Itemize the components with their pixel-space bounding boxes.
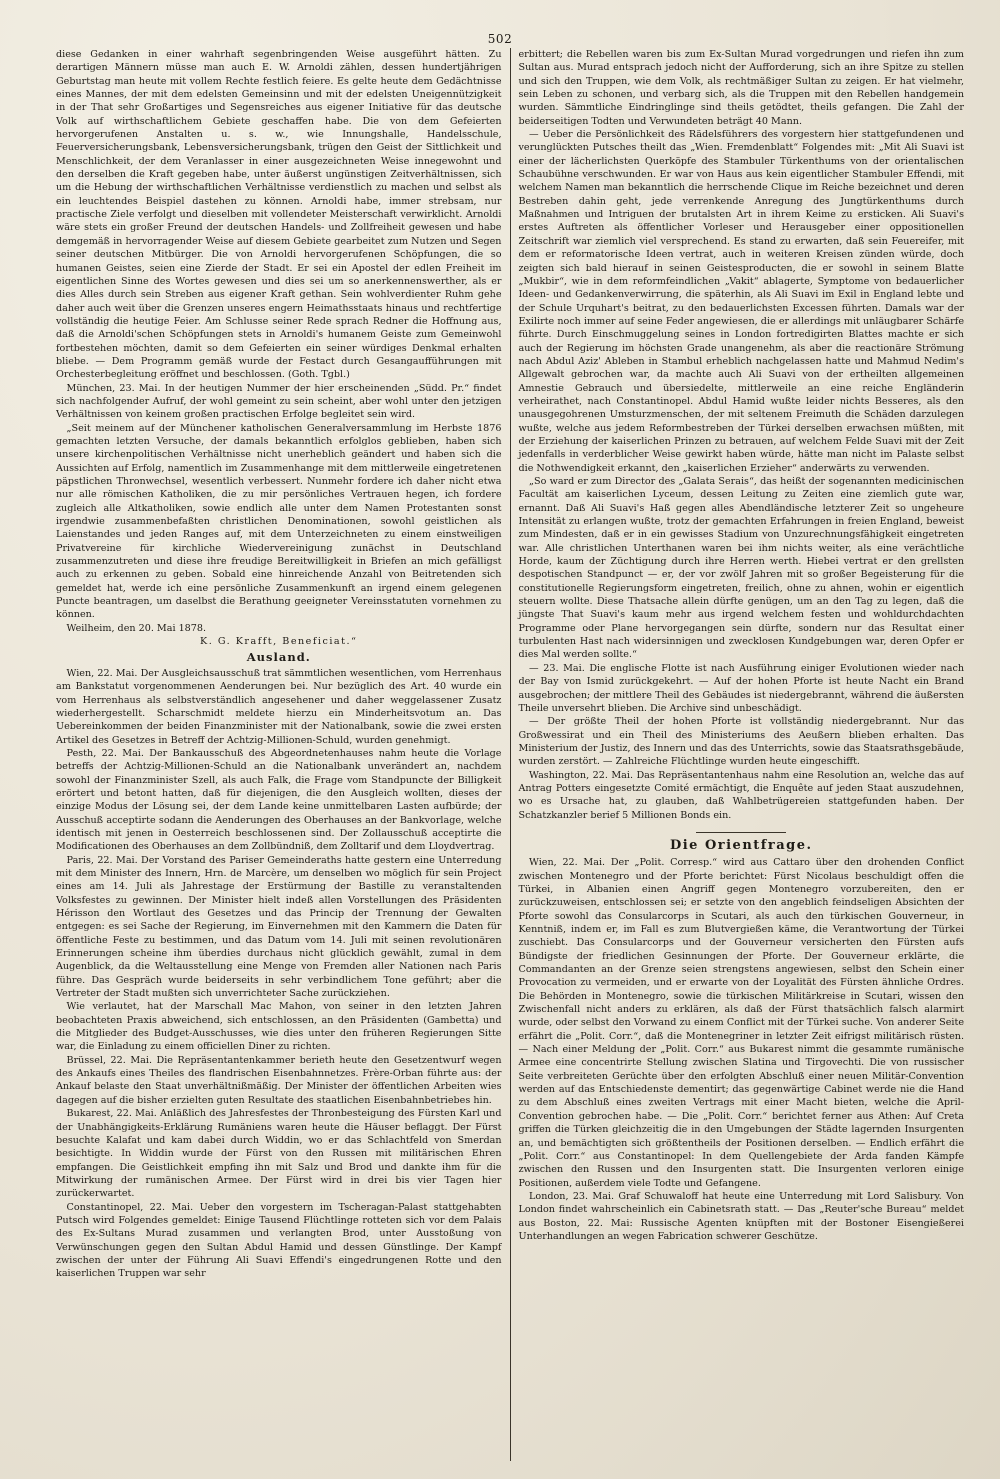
section-heading-ausland: Ausland. bbox=[246, 650, 311, 665]
article-flotte: — 23. Mai. Die englische Flotte ist nach Ausführung einiger Evolutionen wieder nach der Bay von Ismid zurückgekehrt. — Auf der hohen Pforte ist heute Nacht ein Brand ausgebrochen; der mittlere Theil des Gebäudes ist niedergebrannt, während die äußersten Theile unversehrt blieben. Die Archive sind unbeschädigt. bbox=[518, 662, 964, 714]
article-wien: Wien, 22. Mai. Der Ausgleichsausschuß trat sämmtlichen wesentlichen, vom Herrenhaus am Bankstatut vorgenommenen Aenderungen bei. Nur bezüglich des Art. 40 wurde ein vom Herrenhaus als selbstverständlich angesehener und daher weggelassener Zusatz wiederhergestellt. Scharschmidt meldete hierzu ein Minderheitsvotum an. Das Uebereinkommen der beiden Finanzminister mit der Nationalbank, sowie die zwei ersten Artikel des Gesetzes in Betreff der Achtzig-Millionen-Schuld, wurden genehmigt. bbox=[56, 667, 502, 746]
page-number: 502 bbox=[487, 32, 513, 46]
article-aufruf: „Seit meinem auf der Münchener katholischen Generalversammlung im Herbste 1876 gemachten letzten Versuche, der damals bekanntlich erfolglos geblieben, haben sich unsere kirchenpolitischen Verhältnisse nicht unerheblich geändert und haben sich die Aussichten auf Erfolg, namentlich im Zusammenhange mit dem mittlerweile eingetretenen päpstlichen Thronwechsel, wesentlich verbessert. Nunmehr fordere ich daher nicht etwa nur alle römischen Katholiken, die zu mir persönliches Vertrauen hegen, ich fordere zugleich alle Altkatholiken, sowie endlich alle unter dem Namen Protestanten sonst irgendwie zusammenbefaßten christlichen Denominationen, sowohl geistlichen als Laienstandes und jeden Ranges auf, mit dem Unterzeichneten zu einem einstweiligen Privatvereine für kirchliche Wiedervereinigung zunächst in Deutschland zusammenzutreten und diese ihre freudige Bereitwilligkeit in Briefen an mich gefälligst auch zu erkennen zu geben. Sobald eine hinreichende Anzahl von Beitretenden sich gemeldet hat, werde ich eine persönliche Zusammenkunft an irgend einem gelegenen Puncte beantragen, um daselbst die Berathung geeigneter Vereinsstatuten vornehmen zu können. bbox=[56, 422, 502, 621]
article-pesth: Pesth, 22. Mai. Der Bankausschuß des Abgeordnetenhauses nahm heute die Vorlage betreffs der Achtzig-Millionen-Schuld an die Nationalbank unverändert an, nachdem sowohl der Finanzminister Szell, als auch Falk, die Frage vom Standpuncte der Billigkeit erörtert und betont hatten, daß für diejenigen, die den Ausgleich wollten, dieses der einzige Modus der Lösung sei, der dem Lande keine unmittelbaren Lasten aufbürde; der Ausschuß acceptirte sodann die Aenderungen des Oberhauses an der Bankvorlage, welche identisch mit jenen in Oesterreich beschlossenen sind. Der Zollausschuß acceptirte die Modificationen des Oberhauses an dem Zollbündniß, dem Zolltarif und dem Lloydvertrag. bbox=[56, 747, 502, 853]
article-arnoldi: diese Gedanken in einer wahrhaft segenbringenden Weise ausgeführt hätten. Zu derartigen Männern müsse man auch E. W. Arnoldi zählen, dessen hundertjährigen Geburtstag man heute mit vollem Rechte festlich feiere. Es gelte heute dem Gedächtnisse eines Mannes, der mit dem edelsten Gemeinsinn und mit der edelsten Uneigennützigkeit in der That sehr Großartiges und Segensreiches aus eigener Initiative für das deutsche Volk auf wirthschaftlichem Gebiete geschaffen habe. Die von dem Gefeierten hervorgerufenen Anstalten u. s. w., wie Innungshalle, Handelsschule, Feuerversicherungsbank, Lebensversicherungsbank, trügen den Geist der Sittlichkeit und Menschlichkeit, der dem Veranlasser in einer ausgezeichneten Weise innegewohnt und den derselben die Kraft gegeben habe, unter äußerst ungünstigen Zeitverhältnissen, sich um die Hebung der wirthschaftlichen Verhältnisse verdienstlich zu machen und selbst als ein leuchtendes Beispiel dastehen zu können. Arnoldi habe, immer strebsam, nur practische Ziele verfolgt und dieselben mit vollendeter Meisterschaft verwirklicht. Arnoldi wäre stets ein großer Freund der deutschen Handels- und Zollfreiheit gewesen und habe demgemäß in hervorragender Weise auf diesem Gebiete gearbeitet zum Nutzen und Segen seiner deutschen Mitbürger. Die von Arnoldi hervorgerufenen Schöpfungen, die so humanen Geistes, seien eine Zierde der Stadt. Er sei ein Apostel der edlen Freiheit im eigentlichen Sinne des Wortes gewesen und dies sei um so anerkennenswerther, als er dies Alles durch sein Streben aus eigener Kraft gethan. Sein wohlverdienter Ruhm gehe daher auch weit über die Grenzen unseres engern Heimathsstaats hinaus und rechtfertige vollständig die heutige Feier. Am Schlusse seiner Rede sprach Redner die Hoffnung aus, daß die Arnoldi'schen Schöpfungen stets in Arnoldi's humanem Geiste zum Gemeinwohl fortbestehen möchten, damit so dem Gefeierten ein seiner würdiges Denkmal erhalten bliebe. — Dem Programm gemäß wurde der Festact durch Gesangaufführungen mit Orchesterbegleitung eröffnet und beschlossen. (Goth. Tgbl.) bbox=[56, 49, 502, 381]
article-orient-wien: Wien, 22. Mai. Der „Polit. Corresp.“ wird aus Cattaro über den drohenden Conflict zwischen Montenegro und der Pforte berichtet: Fürst Nicolaus beschuldigt offen die Türkei, in Albanien einen Angriff gegen Montenegro vorzubereiten, den er zurückzuweisen, entschlossen sei; er setzte von den angeblich feindseligen Absichten der Pforte sowohl das Consularcorps in Scutari, als auch den türkischen Gouverneur, in Kenntniß, indem er, im Fall es zum Blutvergießen käme, die Verantwortung der Türkei zuschiebt. Das Consularcorps und der Gouverneur versicherten den Fürsten aufs Bündigste der friedlichen Gesinnungen der Pforte. Der Gouverneur erklärte, die Commandanten an der Grenze seien strengstens angewiesen, selbst den Schein einer Provocation zu vermeiden, und er erwarte von der Loyalität des Fürsten ähnliche Ordres. Die Behörden in Montenegro, sowie die türkischen Militärkreise in Scutari, wissen den Zwischenfall nicht anders zu erklären, als daß der Fürst thatsächlich falsch alarmirt wurde, oder selbst den Vorwand zu einem Conflict mit der Türkei suche. Von anderer Seite erfährt die „Polit. Corr.“, daß die Montenegriner in letzter Zeit eifrigst militärisch rüsten. — Nach einer Meldung der „Polit. Corr.“ aus Bukarest nimmt die gesammte rumänische Armee eine concentrirte Stellung zwischen Slatina und Tirgovechti. Die von russischer Seite verbreiteten Gerüchte über den erfolgten Abschluß einer neuen Militär-Convention werden auf das Entschiedenste dementirt; das gegenwärtige Cabinet werde nie die Hand zu dem Abschluß eines zweiten Vertrags mit einer Macht bieten, welche die April-Convention gebrochen habe. — Die „Polit. Corr.“ berichtet ferner aus Athen: Auf Creta griffen die Türken gleichzeitig die in den Umgebungen der Städte lagernden Insurgenten an, und bemächtigten sich größtentheils der Positionen derselben. — Endlich erfährt die „Polit. Corr.“ aus Constantinopel: In dem Quellengebiete der Arda fanden Kämpfe zwischen den Russen und den Insurgenten statt. Die Insurgenten verloren einige Positionen, außerdem viele Todte und Gefangene. bbox=[518, 857, 964, 1189]
columns bbox=[56, 48, 964, 1461]
article-bukarest: Bukarest, 22. Mai. Anläßlich des Jahresfestes der Thronbesteigung des Fürsten Karl und der Unabhängigkeits-Erklärung Rumäniens waren heute die Häuser beflaggt. Der Fürst besuchte Kalafat und kam dabei durch Widdin, wo er das Schlachtfeld von Smerdan besichtigte. In Widdin wurde der Fürst von den Russen mit militärischen Ehren empfangen. Die Geistlichkeit empfing ihn mit Salz und Brod und dankte ihm für die Mitwirkung der rumänischen Armee. Der Fürst wird in drei bis vier Tagen hier zurückerwartet. bbox=[56, 1108, 502, 1200]
article-continuation: erbittert; die Rebellen waren bis zum Ex-Sultan Murad vorgedrungen und riefen ihn zum Sultan aus. Murad entsprach jedoch nicht der Aufforderung, sich an ihre Spitze zu stellen und sich den Truppen, wie dem Volk, als rechtmäßiger Sultan zu zeigen. Er hat vielmehr, sein Leben zu schonen, und verbarg sich, als die Truppen mit den Rebellen handgemein wurden. Sämmtliche Eindringlinge sind theils getödtet, theils gefangen. Die Zahl der beiderseitigen Todten und Verwundeten beträgt 40 Mann. bbox=[518, 49, 964, 127]
signature: K. G. Krafft, Beneficiat.“ bbox=[200, 636, 358, 648]
right-column bbox=[511, 48, 965, 1461]
article-mac-mahon: Wie verlautet, hat der Marschall Mac Mahon, von seiner in den letzten Jahren beobachteten Praxis abweichend, sich entschlossen, an den Präsidenten (Gambetta) und die Mitglieder des Budget-Ausschusses, wie dies unter den früheren Regierungen Sitte war, die Einladung zu einem officiellen Diner zu richten. bbox=[56, 1001, 502, 1053]
article-ali-suavi: — Ueber die Persönlichkeit des Rädelsführers des vorgestern hier stattgefundenen und verunglückten Putsches theilt das „Wien. Fremdenblatt“ Folgendes mit: „Mit Ali Suavi ist einer der lächerlichsten Querköpfe des Stambuler Türkenthums von der orientalischen Schaubühne verschwunden. Er war von Haus aus kein eigentlicher Stambuler Effendi, mit welchem Namen man bekanntlich die herrschende Clique im Reiche bezeichnet und deren Bestreben dahin geht, jede verrenkende Anregung des Jungtürkenthums durch Maßnahmen und Intriguen der brutalsten Art in ihrem Keime zu ersticken. Ali Suavi's erstes Auftreten als öffentlicher Vorleser und Herausgeber einer oppositionellen Zeitschrift war ziemlich viel versprechend. Es stand zu erwarten, daß sein Feuereifer, mit dem er reformatorische Ideen vertrat, auch in weiteren Kreisen zünden würde, doch zeigten sich bald hierauf in seinen Geistesproducten, die er sowohl in seinem Blatte „Mukbir“, wie in dem reformfeindlichen „Vakit“ ablagerte, Symptome von bedauerlicher Ideen- und Gedankenverwirrung, die späterhin, als Ali Suavi im Exil in England lebte und der Schule Urquhart's beitrat, zu den bedauerlichsten Excessen führten. Damals war der Exilirte noch immer auf seine Feder angewiesen, die er allerdings mit unläugbarer Schärfe führte. Durch Einschmuggelung seines in London fortredigirten Blattes machte er sich auch der Regierung im höchsten Grade unangenehm, als aber die reactionäre Strömung nach Abdul Aziz' Ableben in Stambul erheblich nachgelassen hatte und Mahmud Nedim's Allgewalt gebrochen war, da machte auch Ali Suavi von der ertheilten allgemeinen Amnestie Gebrauch und übersiedelte, mittlerweile an eine reiche Engländerin verheirathet, nach Constantinopel. Abdul Hamid wußte leider nichts Besseres, als den unausgegohrenen Umsturzmenschen, der mit seltenem Freimuth die Schäden darzulegen wußte, welche aus jedem Reformbestreben der Türkei derselben erwachsen müßten, mit der Erziehung der kaiserlichen Prinzen zu betrauen, auf welchem Felde Suavi mit der Zeit jedenfalls in verderblicher Weise gewirkt haben würde, hätte man nicht im Palaste selbst die Nothwendigkeit erkannt, den „kaiserlichen Erzieher“ anderwärts zu verwenden. bbox=[518, 129, 964, 474]
article-galata-serai: „So ward er zum Director des „Galata Serais“, das heißt der sogenannten medicinischen Facultät am kaiserlichen Lyceum, dessen Leitung zu Zeiten eine ziemlich gute war, ernannt. Daß Ali Suavi's Haß gegen alles Abendländische letzterer Zeit so ungeheure Intensität zu erlangen wußte, trotz der gemachten Erfahrungen in freien England, beweist zum Mindesten, daß er in ein gewisses Stadium von Unzurechnungsfähigkeit eingetreten war. Alle christlichen Unterthanen waren bei ihm nichts weiter, als eine verächtliche Horde, kaum der Züchtigung durch ihre Herren werth. Hiebei vertrat er den grellsten despotischen Standpunct — er, der vor zwölf Jahren mit so großer Begeisterung für die constitutionelle Regierungsform eingetreten, freilich, ohne zu ahnen, wohin er eigentlich steuern wollte. Diese Thatsache allein dürfte genügen, um an den Tag zu legen, daß die jüngste That Suavi's kaum mehr aus irgend welchem festen und wohldurchdachten Programme oder Plane hervorgegangen sein dürfte, sondern nur das Resultat einer turbulenten Hast nach widersinnigen und zwecklosen Kundgebungen war, deren Opfer er dies Mal werden sollte.“ bbox=[518, 476, 964, 661]
section-divider bbox=[696, 832, 786, 833]
section-heading-orientfrage: Die Orientfrage. bbox=[669, 837, 813, 853]
article-paris: Paris, 22. Mai. Der Vorstand des Pariser Gemeinderaths hatte gestern eine Unterredung mit dem Minister des Innern, Hrn. de Marcère, um denselben wo möglich für sein Project eines am 14. Juli als Jahrestage der Erstürmung der Bastille zu veranstaltenden Volksfestes zu gewinnen. Der Minister hielt indeß allen Vorstellungen des Präsidenten Hérisson den Wortlaut des Gesetzes und das Princip der Trennung der Gewalten entgegen: es sei Sache der Regierung, im Einvernehmen mit den Kammern die Daten für öffentliche Feste zu bestimmen, und das Datum vom 14. Juli mit seinen revolutionären Erinnerungen scheine ihm überdies durchaus nicht glücklich gewählt, zumal in dem Augenblick, da die Weltausstellung eine Menge von Fremden aller Nationen nach Paris führe. Das Gespräch wurde beiderseits in sehr verbindlichem Tone geführt; aber die Vertreter der Stadt mußten sich unverrichteter Sache zurückziehen. bbox=[56, 854, 502, 1000]
article-pforte-brand: — Der größte Theil der hohen Pforte ist vollständig niedergebrannt. Nur das Großwessirat und ein Theil des Ministeriums des Aeußern blieben erhalten. Das Ministerium der Justiz, des Innern und das des Unterrichts, sowie das Staatsrathsgebäude, wurden zerstört. — Zahlreiche Flüchtlinge wurden heute eingeschifft. bbox=[518, 716, 964, 768]
article-weilheim: Weilheim, den 20. Mai 1878. bbox=[66, 622, 207, 634]
article-bruessel: Brüssel, 22. Mai. Die Repräsentantenkammer berieth heute den Gesetzentwurf wegen des Ankaufs eines Theiles des flandrischen Eisenbahnnetzes. Frère-Orban führte aus: der Ankauf belaste den Staat unverhältnißmäßig. Der Minister der öffentlichen Arbeiten wies dagegen auf die bisher erzielten guten Resultate des staatlichen Eisenbahnbetriebes hin. bbox=[56, 1054, 502, 1106]
article-london: London, 23. Mai. Graf Schuwaloff hat heute eine Unterredung mit Lord Salisbury. Von London findet wahrscheinlich ein Cabinetsrath statt. — Das „Reuter'sche Bureau“ meldet aus Boston, 22. Mai: Russische Agenten knüpften mit der Bostoner Eisengießerei Unterhandlungen an wegen Fabrication schwerer Geschütze. bbox=[518, 1190, 964, 1242]
article-constantinopel: Constantinopel, 22. Mai. Ueber den vorgestern im Tscheragan-Palast stattgehabten Putsch wird Folgendes gemeldet: Einige Tausend Flüchtlinge rotteten sich vor dem Palais des Ex-Sultans Murad zusammen und verlangten Brod, unter Ausstoßung von Verwünschungen gegen den Sultan Abdul Hamid und dessen Günstlinge. Der Kampf zwischen der unter der Führung Ali Suavi Effendi's eingedrungenen Rotte und den kaiserlichen Truppen war sehr bbox=[56, 1201, 502, 1280]
article-muenchen: München, 23. Mai. In der heutigen Nummer der hier erscheinenden „Südd. Pr.“ findet sich nachfolgender Aufruf, der wohl gemeint zu sein scheint, aber wohl unter den jetzigen Verhältnissen von keinem großen practischen Erfolge begleitet sein wird. bbox=[56, 382, 502, 421]
article-washington: Washington, 22. Mai. Das Repräsentantenhaus nahm eine Resolution an, welche das auf Antrag Potters eingesetzte Comité ermächtigt, die Enquête auf jeden Staat auszudehnen, wo es Ursache hat, zu glauben, daß Wahlbetrügereien stattgefunden haben. Der Schatzkanzler berief 5 Millionen Bonds ein. bbox=[518, 769, 964, 821]
left-column bbox=[56, 48, 510, 1461]
